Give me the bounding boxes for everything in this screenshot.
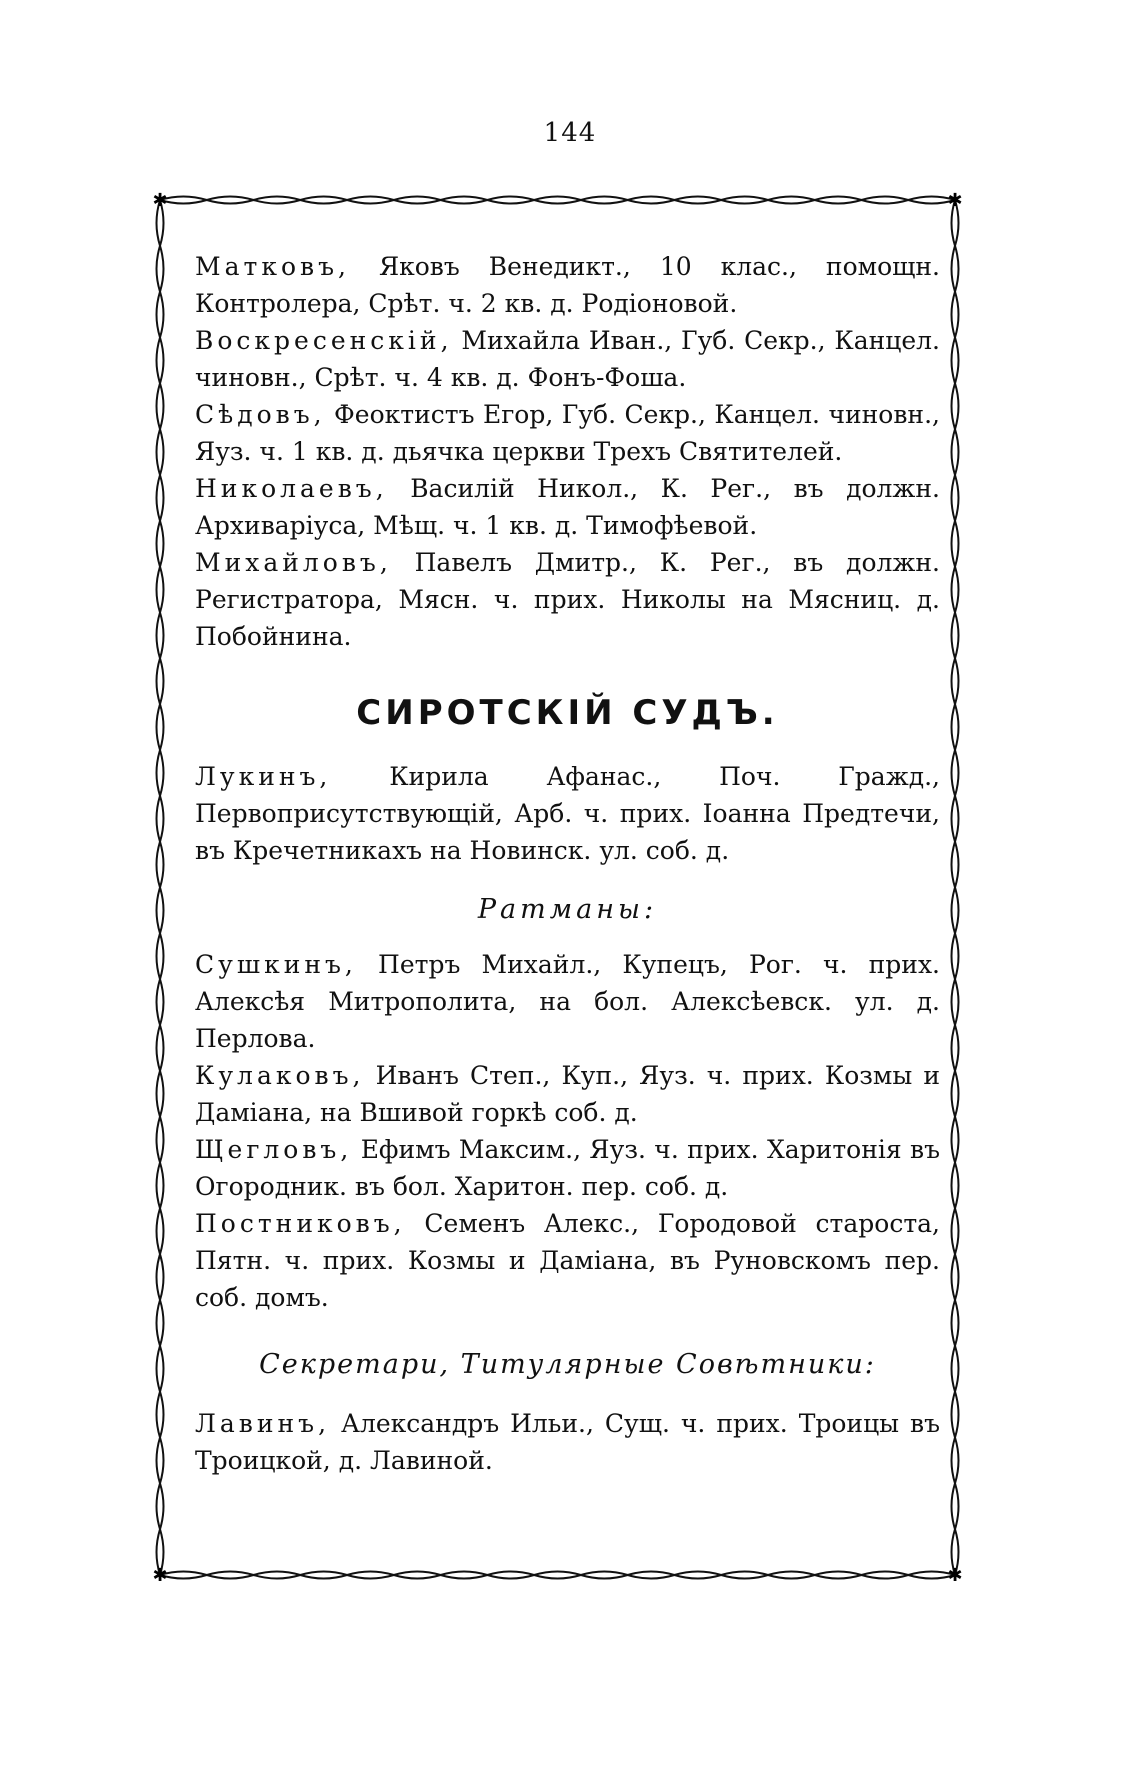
entry-name: Матковъ, <box>195 252 350 281</box>
entry-text: Семенъ Алекс., Городовой староста, Пятн. ч. прих. Козмы и Даміана, въ Руновскомъ пер. соб. домъ. <box>195 1209 940 1312</box>
ratmany-list <box>195 946 940 1316</box>
ratman-entry <box>195 946 940 1057</box>
entry-text: Василій Никол., К. Рег., въ должн. Архиваріуса, Мѣщ. ч. 1 кв. д. Тимофѣевой. <box>195 474 940 540</box>
entry-text: Яковъ Венедикт., 10 клас., помощн. Контролера, Срѣт. ч. 2 кв. д. Родіоновой. <box>195 252 940 318</box>
page-body <box>195 248 940 1479</box>
entry-text: Иванъ Степ., Куп., Яуз. ч. прих. Козмы и Даміана, на Вшивой горкѣ соб. д. <box>195 1061 940 1127</box>
entry-name: Сушкинъ, <box>195 950 357 979</box>
svg-text:✱: ✱ <box>947 190 963 211</box>
official-entry <box>195 248 940 322</box>
secretaries-heading: Секретари, Титулярные Совѣтники: <box>259 1349 876 1380</box>
chair-entry <box>195 758 940 869</box>
section-title: СИРОТСКІЙ СУДЪ. <box>356 693 779 733</box>
entry-name: Постниковъ, <box>195 1209 406 1238</box>
official-entry <box>195 396 940 470</box>
entry-text: Ефимъ Максим., Яуз. ч. прих. Харитонія въ Огородник. въ бол. Харитон. пер. соб. д. <box>195 1135 941 1201</box>
entry-text: Феоктистъ Егор, Губ. Секр., Канцел. чиновн., Яуз. ч. 1 кв. д. дьячка церкви Трехъ Святителей. <box>195 400 940 466</box>
official-entry <box>195 544 940 655</box>
secretaries-list <box>195 1405 940 1479</box>
entry-name: Лавинъ, <box>195 1409 331 1438</box>
svg-text:✱: ✱ <box>152 190 168 211</box>
entry-name: Кулаковъ, <box>195 1061 365 1090</box>
entry-name: Николаевъ, <box>195 474 388 503</box>
entry-name: Сѣдовъ, <box>195 400 326 429</box>
entry-text: Павелъ Дмитр., К. Рег., въ должн. Регистратора, Мясн. ч. прих. Николы на Мясниц. д. Побойнина. <box>195 548 940 651</box>
official-entry <box>195 470 940 544</box>
svg-text:✱: ✱ <box>947 1565 963 1585</box>
officials-list <box>195 248 940 655</box>
official-entry <box>195 322 940 396</box>
entry-text: Кирила Афанас., Поч. Гражд., Первоприсутствующій, Арб. ч. прих. Іоанна Предтечи, въ Кречетникахъ на Новинск. ул. соб. д. <box>195 762 940 865</box>
secretary-entry <box>195 1405 940 1479</box>
ratmany-heading: Ратманы: <box>477 894 658 925</box>
ratman-entry <box>195 1205 940 1316</box>
entry-name: Лукинъ, <box>195 762 332 791</box>
entry-name: Щегловъ, <box>195 1135 353 1164</box>
page-number: 144 <box>543 118 597 148</box>
ratman-entry <box>195 1057 940 1131</box>
entry-name: Михайловъ, <box>195 548 392 577</box>
entry-text: Михайла Иван., Губ. Секр., Канцел. чиновн., Срѣт. ч. 4 кв. д. Фонъ-Фоша. <box>195 326 940 392</box>
ratman-entry <box>195 1131 940 1205</box>
entry-name: Воскресенскій, <box>195 326 453 355</box>
entry-text: Александръ Ильи., Сущ. ч. прих. Троицы въ Троицкой, д. Лавиной. <box>195 1409 941 1475</box>
svg-text:✱: ✱ <box>152 1565 168 1585</box>
entry-text: Петръ Михайл., Купецъ, Рог. ч. прих. Алексѣя Митрополита, на бол. Алексѣевск. ул. д. Перлова. <box>195 950 941 1053</box>
